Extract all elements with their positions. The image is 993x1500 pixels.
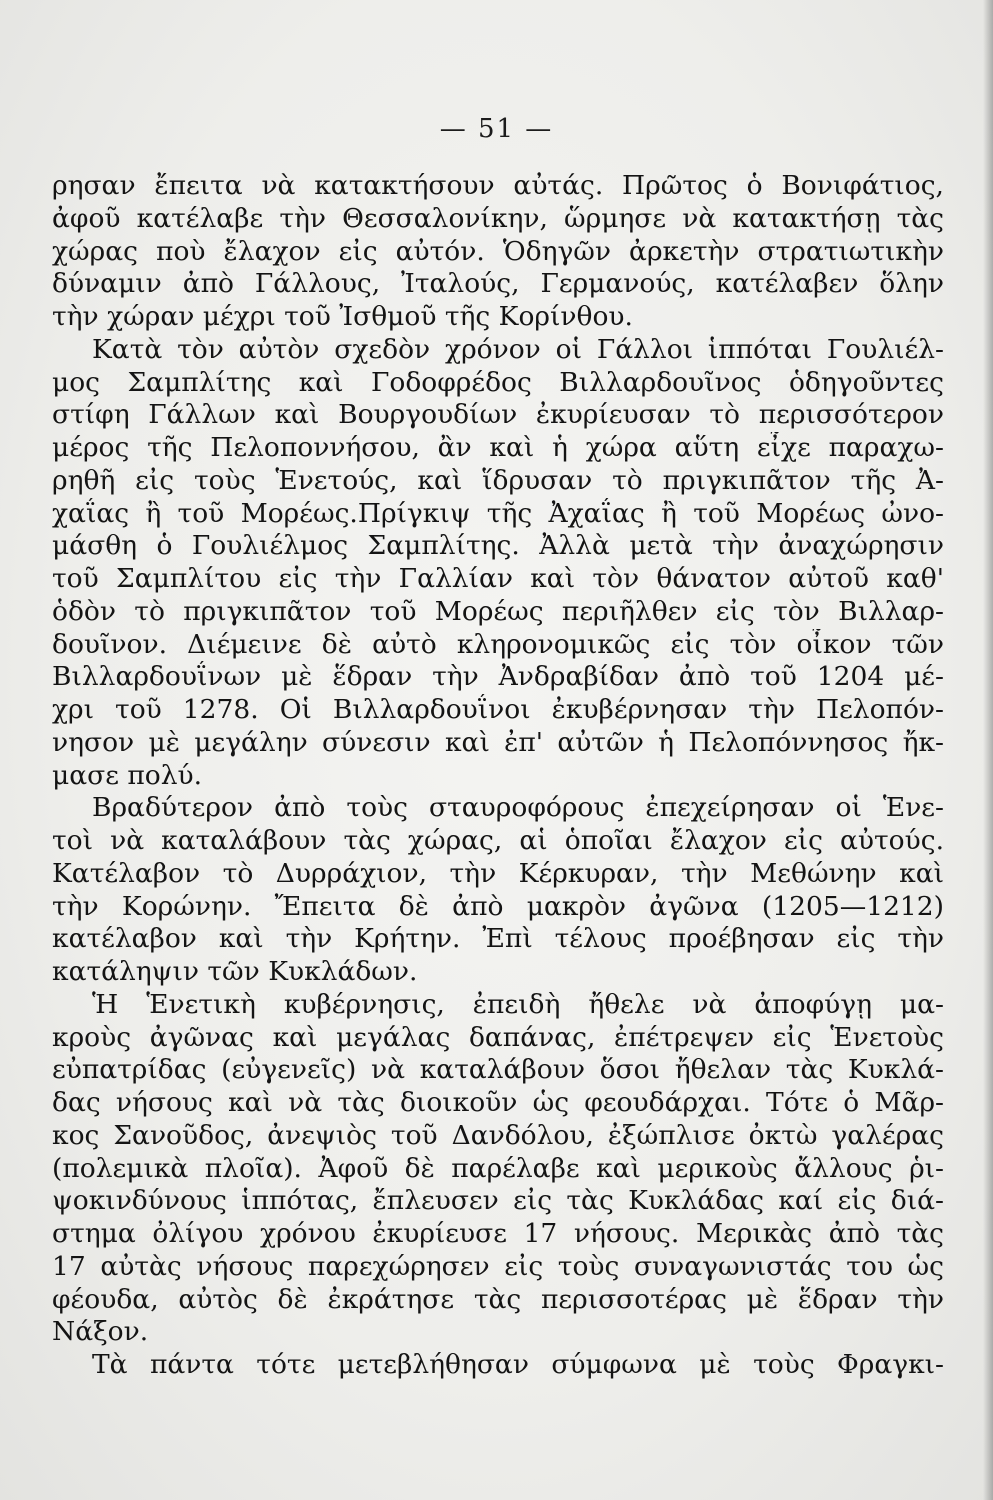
text-line: μασε πολύ. — [52, 759, 203, 791]
text-line: κος Σανοῦδος, ἀνεψιὸς τοῦ Δανδόλου, ἐξώπλισε ὀκτὼ γαλέρας — [52, 1119, 944, 1151]
text-line: τὴν Κορώνην. Ἔπειτα δὲ ἀπὸ μακρὸν ἀγῶνα (1205—1212) — [52, 890, 944, 922]
text-line: δας νήσους καὶ νὰ τὰς διοικοῦν ὡς φεουδάρχαι. Τότε ὁ Μᾶρ- — [52, 1087, 944, 1118]
text-line: Βιλλαρδουΐνων μὲ ἕδραν τὴν Ἀνδραβίδαν ἀπὸ τοῦ 1204 μέ- — [52, 661, 944, 693]
text-line: τοὶ νὰ καταλάβουν τὰς χώρας, αἱ ὁποῖαι ἔλαχον εἰς αὐτούς. — [52, 825, 944, 856]
text-line: νησον μὲ μεγάλην σύνεσιν καὶ ἐπ' αὐτῶν ἡ Πελοπόννησος ἤκ- — [52, 726, 944, 758]
text-line: Κατέλαβον τὸ Δυρράχιον, τὴν Κέρκυραν, τὴν Μεθώνην καὶ — [52, 857, 944, 889]
page-number: — 51 — — [439, 114, 554, 144]
text-line: τὴν χώραν μέχρι τοῦ Ἰσθμοῦ τῆς Κορίνθου. — [52, 301, 633, 332]
text-line: στημα ὀλίγου χρόνου ἐκυρίευσε 17 νήσους. Μερικὰς ἀπὸ τὰς — [52, 1218, 944, 1249]
text-line: εὐπατρίδας (εὐγενεῖς) νὰ καταλάβουν ὅσοι ἤθελαν τὰς Κυκλά- — [52, 1054, 944, 1086]
text-line: μέρος τῆς Πελοποννήσου, ἂν καὶ ἡ χώρα αὕτη εἶχε παραχω- — [52, 432, 944, 463]
text-line: Κατὰ τὸν αὐτὸν σχεδὸν χρόνον οἱ Γάλλοι ἱππόται Γουλιέλ- — [92, 333, 944, 365]
page-edge-shadow — [983, 0, 993, 1500]
text-line: μος Σαμπλίτης καὶ Γοδοφρέδος Βιλλαρδουῖνος ὁδηγοῦντες — [52, 366, 944, 398]
text-line: χώρας ποὺ ἔλαχον εἰς αὐτόν. Ὁδηγῶν ἀρκετὴν στρατιωτικὴν — [52, 235, 944, 267]
text-line: κατέλαβον καὶ τὴν Κρήτην. Ἐπὶ τέλους προέβησαν εἰς τὴν — [52, 923, 944, 955]
text-line: στίφη Γάλλων καὶ Βουργουδίων ἐκυρίευσαν τὸ περισσότερον — [52, 399, 944, 431]
text-line: ὁδὸν τὸ πριγκιπᾶτον τοῦ Μορέως περιῆλθεν εἰς τὸν Βιλλαρ- — [52, 595, 944, 627]
text-line: τοῦ Σαμπλίτου εἰς τὴν Γαλλίαν καὶ τὸν θάνατον αὐτοῦ καθ' — [52, 563, 944, 594]
text-line: μάσθη ὁ Γουλιέλμος Σαμπλίτης. Ἀλλὰ μετὰ τὴν ἀναχώρησιν — [52, 530, 944, 562]
text-line: Ἡ Ἑνετικὴ κυβέρνησις, ἐπειδὴ ἤθελε νὰ ἀποφύγῃ μα- — [92, 988, 944, 1020]
text-line: ρηθῆ εἰς τοὺς Ἑνετούς, καὶ ἵδρυσαν τὸ πριγκιπᾶτον τῆς Ἀ- — [52, 464, 944, 496]
text-line: Τὰ πάντα τότε μετεβλήθησαν σύμφωνα μὲ τοὺς Φραγκι- — [92, 1349, 944, 1380]
text-line: δουῖνον. Διέμεινε δὲ αὐτὸ κληρονομικῶς εἰς τὸν οἶκον τῶν — [52, 628, 944, 660]
text-line: (πολεμικὰ πλοῖα). Ἀφοῦ δὲ παρέλαβε καὶ μερικοὺς ἄλλους ῥι- — [52, 1152, 944, 1184]
text-line: ψοκινδύνους ἱππότας, ἔπλευσεν εἰς τὰς Κυκλάδας καί εἰς διά- — [52, 1185, 944, 1217]
text-line: ἀφοῦ κατέλαβε τὴν Θεσσαλονίκην, ὥρμησε νὰ κατακτήσῃ τὰς — [52, 202, 944, 234]
text-line: Νάξον. — [52, 1316, 149, 1348]
text-line: φέουδα, αὐτὸς δὲ ἐκράτησε τὰς περισσοτέρας μὲ ἕδραν τὴν — [52, 1283, 944, 1315]
text-line: δύναμιν ἀπὸ Γάλλους, Ἰταλούς, Γερμανούς, κατέλαβεν ὅλην — [52, 268, 944, 300]
text-line: Βραδύτερον ἀπὸ τοὺς σταυροφόρους ἐπεχείρησαν οἱ Ἑνε- — [92, 792, 944, 824]
body-text — [52, 170, 944, 1382]
text-line: χρι τοῦ 1278. Οἱ Βιλλαρδουΐνοι ἐκυβέρνησαν τὴν Πελοπόν- — [52, 694, 944, 725]
text-line: κατάληψιν τῶν Κυκλάδων. — [52, 956, 418, 987]
text-line: κροὺς ἀγῶνας καὶ μεγάλας δαπάνας, ἐπέτρεψεν εἰς Ἑνετοὺς — [52, 1021, 944, 1053]
text-line: ρησαν ἔπειτα νὰ κατακτήσουν αὐτάς. Πρῶτος ὁ Βονιφάτιος, — [52, 170, 944, 201]
text-line: χαΐας ἢ τοῦ Μορέως.Πρίγκιψ τῆς Ἀχαΐας ἢ τοῦ Μορέως ὠνο- — [52, 497, 944, 529]
text-line: 17 αὐτὰς νήσους παρεχώρησεν εἰς τοὺς συναγωνιστάς του ὡς — [52, 1250, 944, 1282]
